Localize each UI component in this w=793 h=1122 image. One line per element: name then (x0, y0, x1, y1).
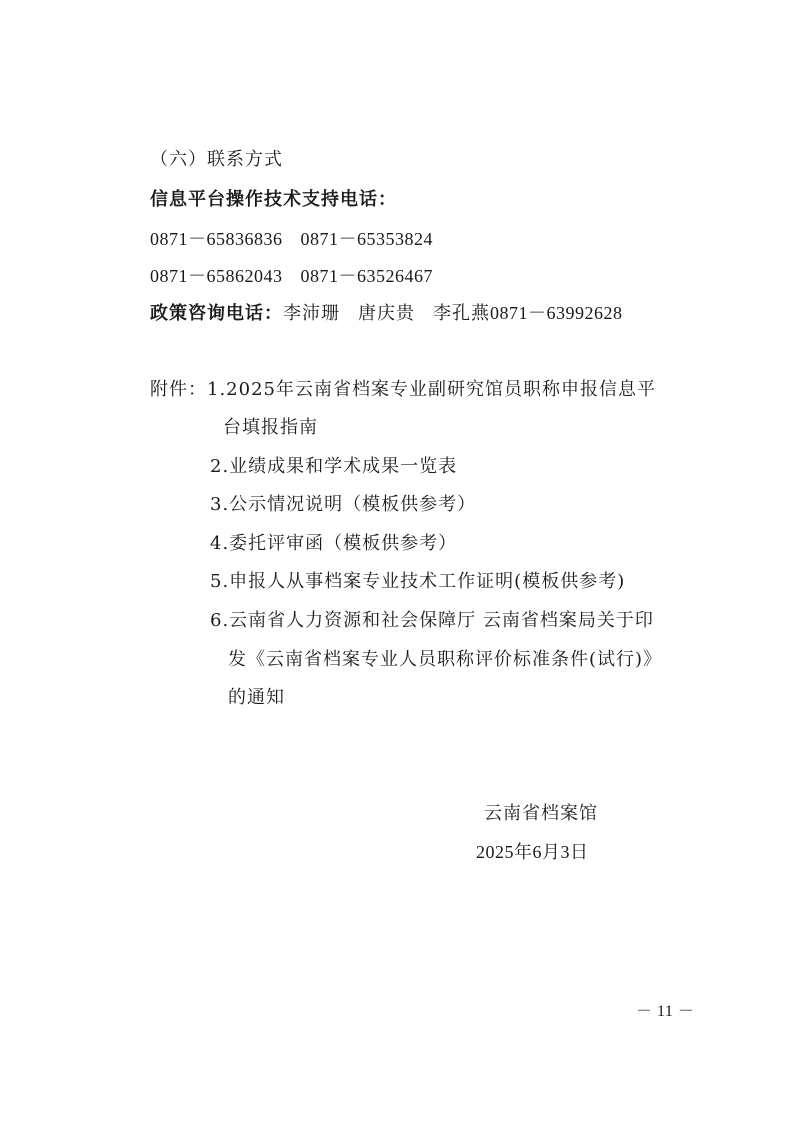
phones-row-1 (150, 227, 433, 251)
policy-phone: 0871－63992628 (490, 303, 623, 323)
attachments-label: 附件： (150, 379, 207, 400)
phone-number: 0871－65862043 (150, 266, 283, 286)
attachment-item-continued: 的通知 (228, 687, 285, 708)
contact-name: 唐庆贵 (358, 303, 415, 324)
attachment-line-1 (150, 378, 656, 402)
signature-date: 2025年6月3日 (476, 842, 589, 862)
tech-support-label: 信息平台操作技术支持电话： (150, 189, 397, 210)
attachment-item: 5.申报人从事档案专业技术工作证明(模板供参考) (210, 571, 626, 592)
attachment-item-continued: 台填报指南 (223, 417, 318, 438)
phone-number: 0871－65353824 (300, 229, 433, 249)
attachment-item: 6.云南省人力资源和社会保障厅 云南省档案局关于印 (210, 610, 654, 631)
attachment-item: 1.2025年云南省档案专业副研究馆员职称申报信息平 (207, 379, 656, 400)
policy-label: 政策咨询电话： (150, 303, 283, 324)
attachment-item: 4.委托评审函（模板供参考） (210, 533, 458, 554)
attachment-item: 2.业绩成果和学术成果一览表 (210, 456, 458, 477)
contact-heading: （六）联系方式 (150, 149, 283, 170)
contact-name: 李孔燕 (433, 303, 490, 324)
signature-org: 云南省档案馆 (484, 803, 598, 824)
attachment-item: 3.公示情况说明（模板供参考） (210, 494, 477, 515)
phones-row-2 (150, 264, 433, 288)
phone-number: 0871－65836836 (150, 229, 283, 249)
policy-consult-line (150, 301, 623, 326)
contact-name: 李沛珊 (283, 303, 340, 324)
attachment-item-continued: 发《云南省档案专业人员职称评价标准条件(试行)》 (228, 649, 663, 670)
phone-number: 0871－63526467 (300, 266, 433, 286)
page-number: － 11 － (636, 1003, 695, 1020)
